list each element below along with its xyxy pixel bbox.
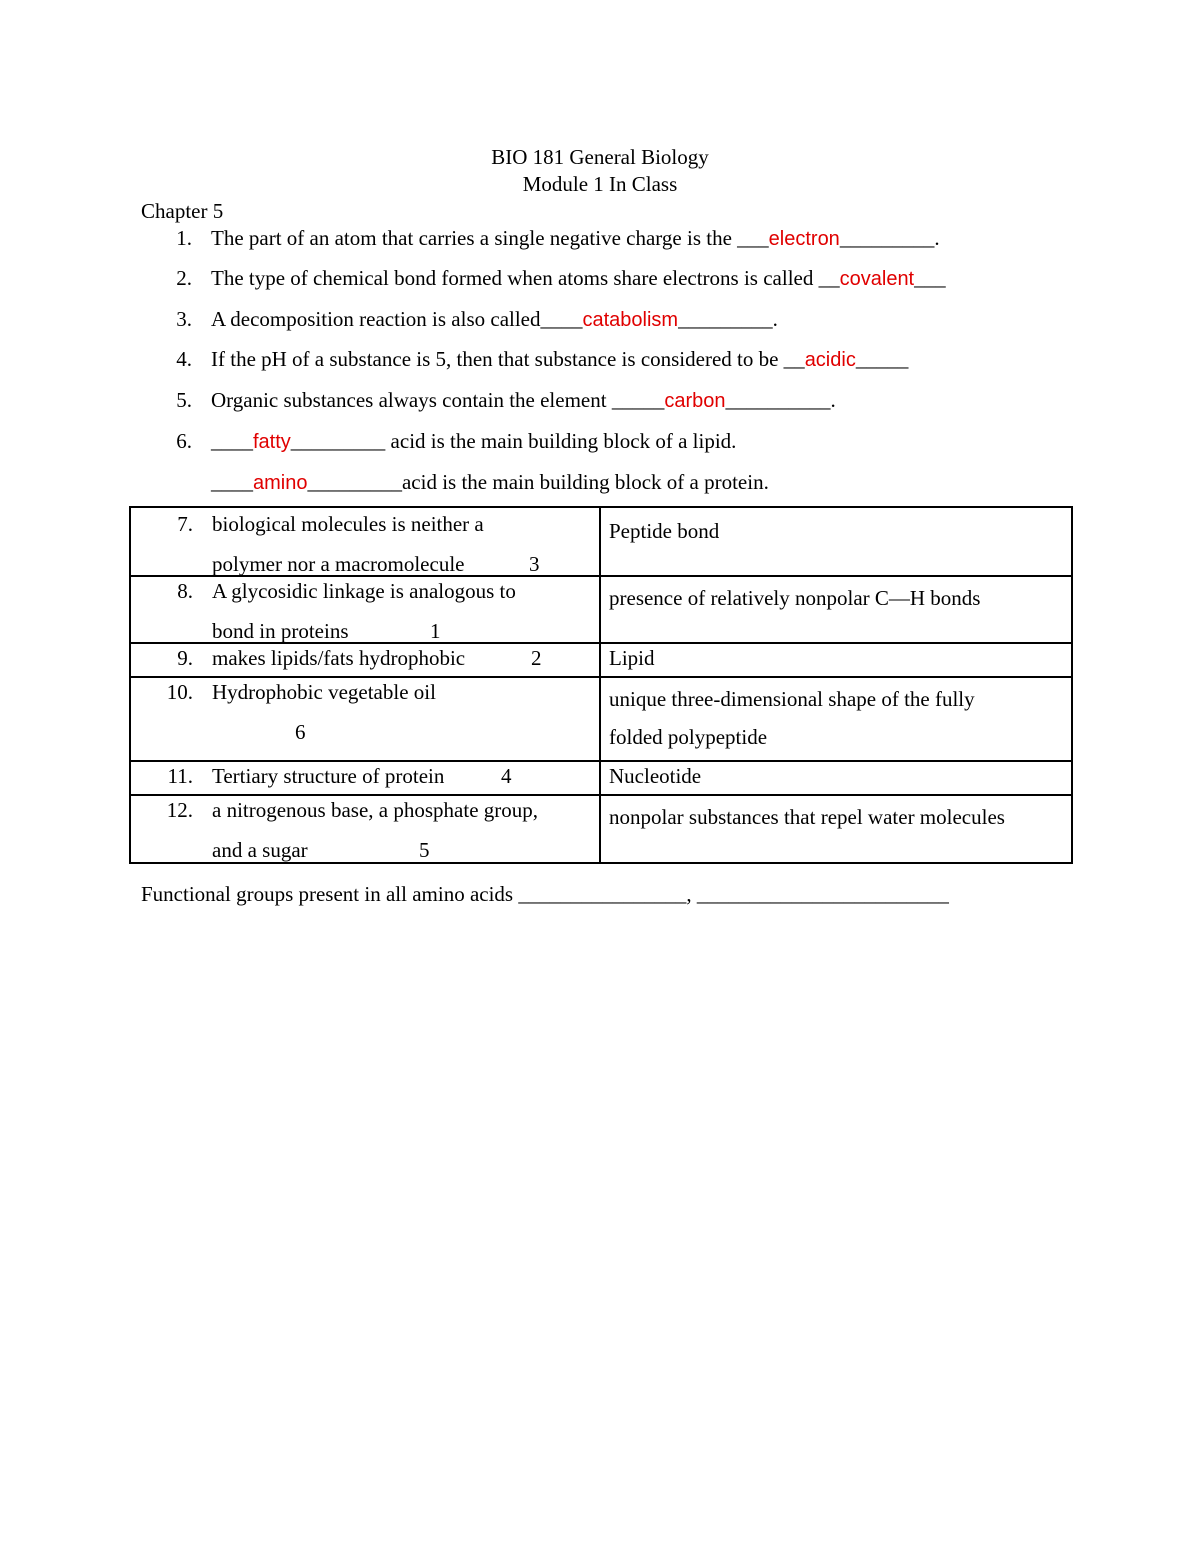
question-number: 4. xyxy=(176,347,192,371)
match-option: Peptide bond xyxy=(609,519,720,543)
question-text: ____amino_________acid is the main building block of a protein. xyxy=(211,470,769,494)
answer-text: acidic xyxy=(804,349,856,371)
right-cell xyxy=(600,761,1072,795)
item-text: a nitrogenous base, a phosphate group, xyxy=(212,798,539,822)
table-row xyxy=(130,507,1072,576)
match-choice: 2 xyxy=(531,646,542,670)
right-cell xyxy=(600,576,1072,643)
right-cell xyxy=(600,507,1072,576)
item-text: Hydrophobic vegetable oil xyxy=(212,680,436,704)
question-text: ____fatty_________ acid is the main building block of a lipid. xyxy=(211,429,737,453)
item-text: biological molecules is neither a xyxy=(212,512,484,536)
item-text: polymer nor a macromolecule xyxy=(212,552,465,576)
table-row xyxy=(130,795,1072,863)
item-number: 7. xyxy=(177,512,193,536)
match-choice: 6 xyxy=(295,720,306,744)
question-number: 2. xyxy=(176,266,192,290)
item-number: 8. xyxy=(177,579,193,603)
item-number: 12. xyxy=(166,798,193,822)
match-option: Nucleotide xyxy=(609,764,702,788)
right-cell xyxy=(600,677,1072,761)
matching-table xyxy=(129,506,1073,864)
table-row xyxy=(130,643,1072,677)
match-option: Lipid xyxy=(609,646,655,670)
table-row xyxy=(130,761,1072,795)
item-text: Tertiary structure of protein xyxy=(212,764,445,788)
answer-text: covalent xyxy=(839,268,915,290)
table-row xyxy=(130,576,1072,643)
match-choice: 4 xyxy=(501,764,512,788)
match-option: unique three-dimensional shape of the fully xyxy=(609,687,975,711)
match-choice: 5 xyxy=(419,838,430,862)
document-subtitle: Module 1 In Class xyxy=(522,172,678,196)
answer-text: carbon xyxy=(664,390,726,412)
left-cell xyxy=(130,507,600,576)
item-text: and a sugar xyxy=(212,838,308,862)
question-number: 3. xyxy=(176,307,192,331)
item-text: A glycosidic linkage is analogous to xyxy=(212,579,516,603)
functional-groups-prompt: Functional groups present in all amino acids ________________, ________________________ xyxy=(141,882,949,906)
document-title: BIO 181 General Biology xyxy=(491,145,709,169)
left-cell xyxy=(130,795,600,863)
match-choice: 1 xyxy=(430,619,441,643)
left-cell xyxy=(130,761,600,795)
left-cell xyxy=(130,677,600,761)
question-number: 5. xyxy=(176,388,192,412)
answer-text: electron xyxy=(768,228,840,250)
answer-text: amino xyxy=(253,472,308,494)
question-text: Organic substances always contain the element _____carbon__________. xyxy=(211,388,836,412)
question-text: The part of an atom that carries a single negative charge is the ___electron_________. xyxy=(211,226,940,250)
question-number: 6. xyxy=(176,429,192,453)
item-text: bond in proteins xyxy=(212,619,349,643)
question-text: The type of chemical bond formed when atoms share electrons is called __covalent___ xyxy=(211,266,946,290)
item-text: makes lipids/fats hydrophobic xyxy=(212,646,466,670)
table-row xyxy=(130,677,1072,761)
right-cell xyxy=(600,795,1072,863)
question-text: If the pH of a substance is 5, then that substance is considered to be __acidic_____ xyxy=(211,347,909,371)
question-text: A decomposition reaction is also called____catabolism_________. xyxy=(211,307,778,331)
left-cell xyxy=(130,576,600,643)
item-number: 9. xyxy=(177,646,193,670)
item-number: 11. xyxy=(167,764,193,788)
match-option: presence of relatively nonpolar C—H bonds xyxy=(609,586,981,610)
answer-text: fatty xyxy=(253,431,291,453)
answer-text: catabolism xyxy=(582,309,679,331)
item-number: 10. xyxy=(166,680,193,704)
question-number: 1. xyxy=(176,226,192,250)
match-option: nonpolar substances that repel water molecules xyxy=(609,805,1005,829)
match-option: folded polypeptide xyxy=(609,725,768,749)
right-cell xyxy=(600,643,1072,677)
chapter-heading: Chapter 5 xyxy=(141,199,224,223)
left-cell xyxy=(130,643,600,677)
match-choice: 3 xyxy=(529,552,540,576)
